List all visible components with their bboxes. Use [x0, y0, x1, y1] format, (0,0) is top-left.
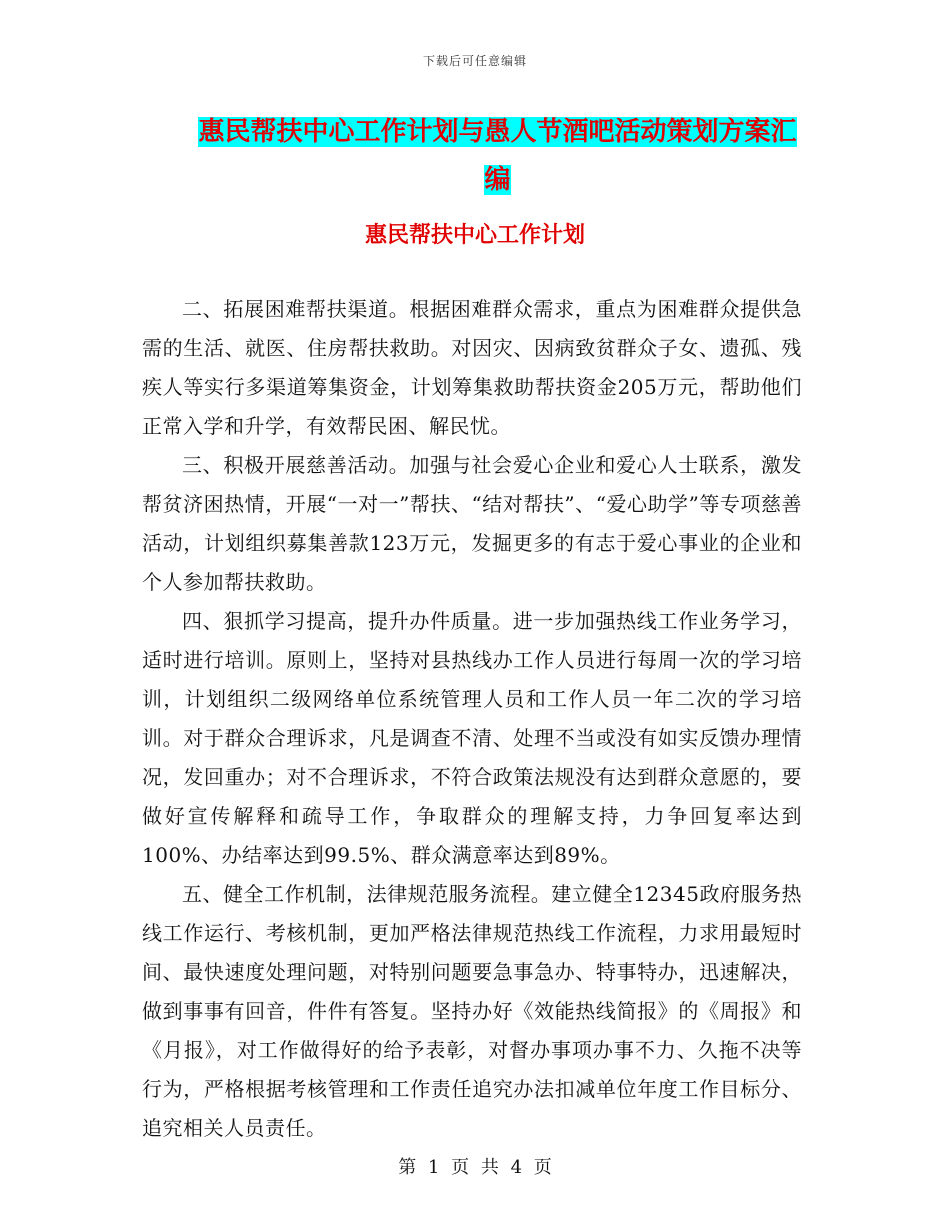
paragraph-5: 五、健全工作机制，法律规范服务流程。建立健全12345政府服务热线工作运行、考核机制，更加严格法律规范热线工作流程，力求用最短时间、最快速度处理问题，对特别问题要急事急办、特事特办，迅速解决，做到事事有回音，件件有答复。坚持办好《效能热线简报》的《周报》和《月报》，对工作做得好的给予表彰，对督办事项办事不力、久拖不决等行为，严格根据考核管理和工作责任追究办法扣减单位年度工作目标分、追究相关人员责任。: [142, 882, 802, 1140]
section-title: 惠民帮扶中心工作计划: [364, 223, 585, 248]
document-title-highlight: 惠民帮扶中心工作计划与愚人节酒吧活动策划方案汇编: [198, 117, 797, 195]
paragraph-2: 二、拓展困难帮扶渠道。根据困难群众需求，重点为困难群众提供急需的生活、就医、住房帮扶救助。对因灾、因病致贫群众子女、遗孤、残疾人等实行多渠道筹集资金，计划筹集救助帮扶资金205万元，帮助他们正常入学和升学，有效帮民困、解民忧。: [142, 297, 802, 438]
page-header: 下载后可任意编辑: [422, 54, 527, 68]
paragraph-3: 三、积极开展慈善活动。加强与社会爱心企业和爱心人士联系，激发帮贫济困热情，开展“一对一”帮扶、“结对帮扶”、“爱心助学”等专项慈善活动，计划组织募集善款123万元，发掘更多的有志于爱心事业的企业和个人参加帮扶救助。: [142, 453, 802, 594]
document-title: [195, 108, 800, 204]
page-number: 第 1 页 共 4 页: [398, 1157, 552, 1178]
paragraph-4: 四、狠抓学习提高，提升办件质量。进一步加强热线工作业务学习，适时进行培训。原则上，坚持对县热线办工作人员进行每周一次的学习培训，计划组织二级网络单位系统管理人员和工作人员一年二次的学习培训。对于群众合理诉求，凡是调查不清、处理不当或没有如实反馈办理情况，发回重办；对不合理诉求，不符合政策法规没有达到群众意愿的，要做好宣传解释和疏导工作，争取群众的理解支持，力争回复率达到100%、办结率达到99.5%、群众满意率达到89%。: [142, 609, 802, 867]
document-body: [142, 290, 802, 1148]
